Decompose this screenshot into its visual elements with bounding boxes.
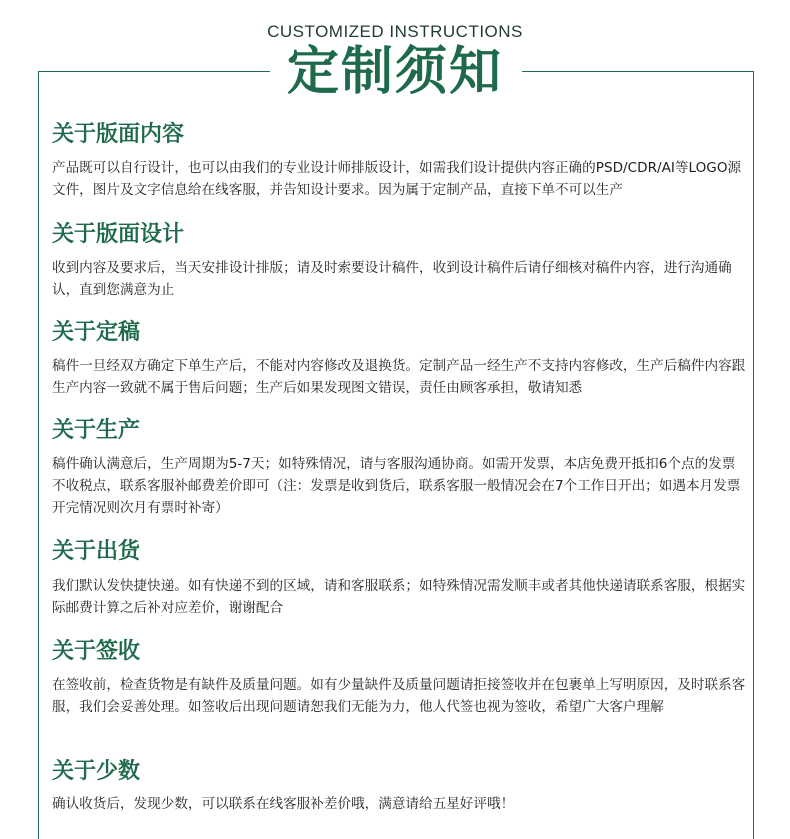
section-title-finalization: 关于定稿	[52, 320, 141, 345]
section-body-shipping: 我们默认发快捷快递。如有快递不到的区域，请和客服联系；如特殊情况需发顺丰或者其他快递请联系客服，根据实际邮费计算之后补对应差价，谢谢配合	[52, 578, 746, 616]
page-title: 定制须知	[286, 42, 503, 102]
section-title-receipt: 关于签收	[52, 639, 141, 664]
section-title-layout-content: 关于版面内容	[52, 122, 185, 147]
section-title-layout-design: 关于版面设计	[52, 222, 185, 247]
frame-left-line	[38, 71, 39, 839]
section-title-production: 关于生产	[52, 418, 141, 443]
section-title-shortage: 关于少数	[52, 759, 141, 784]
section-body-receipt: 在签收前，检查货物是有缺件及质量问题。如有少量缺件及质量问题请拒接签收并在包裹单上写明原因，及时联系客服，我们会妥善处理。如签收后出现问题请恕我们无能为力，他人代签也视为签收，希望广大客户理解	[52, 677, 746, 715]
section-body-layout-design: 收到内容及要求后，当天安排设计排版；请及时索要设计稿件，收到设计稿件后请仔细核对稿件内容，进行沟通确认，直到您满意为止	[52, 260, 732, 298]
section-body-finalization: 稿件一旦经双方确定下单生产后，不能对内容修改及退换货。定制产品一经生产不支持内容修改，生产后稿件内容跟生产内容一致就不属于售后问题；生产后如果发现图文错误，责任由顾客承担，敬请知悉	[52, 358, 746, 396]
section-title-shipping: 关于出货	[52, 539, 141, 564]
section-body-shortage: 确认收货后，发现少数，可以联系在线客服补差价哦，满意请给五星好评哦！	[52, 796, 515, 812]
section-body-production: 稿件确认满意后，生产周期为5-7天；如特殊情况，请与客服沟通协商。如需开发票，本店免费开抵扣6个点的发票不收税点，联系客服补邮费差价即可（注：发票是收到货后，联系客服一般情况会在7个工作日开出；如遇本月发票开完情况则次月有票时补寄）	[52, 456, 741, 516]
header-subtitle: CUSTOMIZED INSTRUCTIONS	[267, 22, 523, 41]
frame-right-line	[753, 71, 754, 839]
section-body-layout-content: 产品既可以自行设计，也可以由我们的专业设计师排版设计，如需我们设计提供内容正确的PSD/CDR/AI等LOGO源文件，图片及文字信息给在线客服，并告知设计要求。因为属于定制产品，直接下单不可以生产	[52, 160, 742, 198]
